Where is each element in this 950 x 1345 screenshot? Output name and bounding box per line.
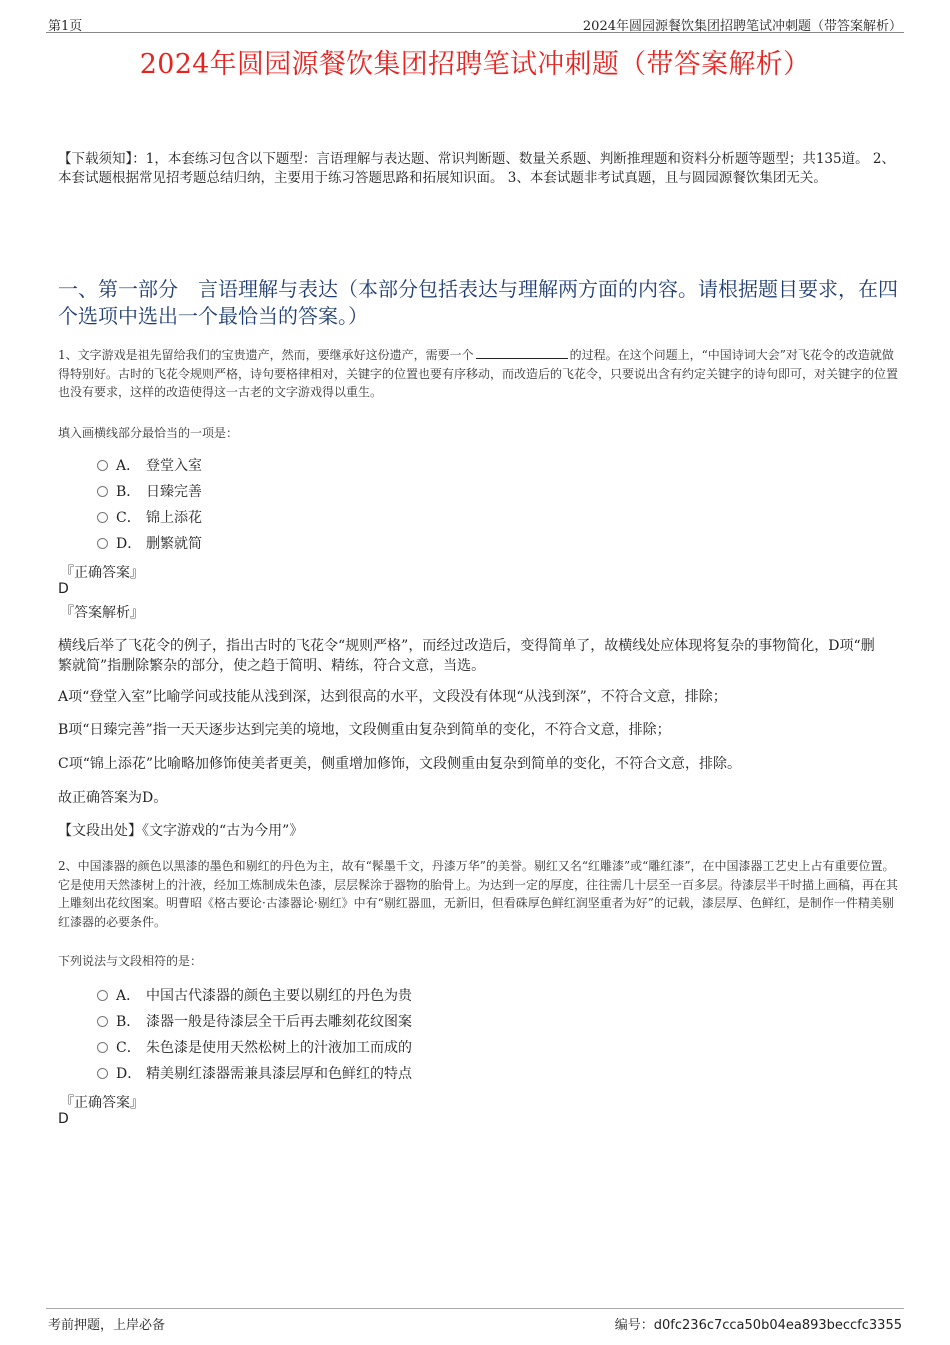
option-text: 登堂入室 <box>146 458 202 474</box>
radio-icon[interactable] <box>97 538 108 549</box>
footer-divider <box>46 1308 904 1309</box>
option-letter: A． <box>116 988 141 1004</box>
radio-icon[interactable] <box>97 1068 108 1079</box>
fill-in-blank <box>476 347 568 359</box>
option-letter: D． <box>116 536 142 552</box>
question-1-text-before: 1、文字游戏是祖先留给我们的宝贵遗产，然而，要继承好这份遗产，需要一个 <box>58 348 474 362</box>
option-text: 精美剔红漆器需兼具漆层厚和色鲜红的特点 <box>146 1066 412 1082</box>
question-1-text <box>58 346 898 402</box>
question-1-option-d[interactable] <box>97 533 202 555</box>
analysis-paragraph: C项“锦上添花”比喻略加修饰使美者更美，侧重增加修饰，文段侧重由复杂到简单的变化，不符合文意，排除。 <box>58 756 742 772</box>
question-2-option-d[interactable] <box>97 1063 412 1085</box>
question-2-option-a[interactable] <box>97 985 412 1007</box>
question-1-option-c[interactable] <box>97 507 202 529</box>
correct-answer: D <box>58 1111 69 1127</box>
analysis-conclusion: 故正确答案为D。 <box>58 790 168 806</box>
section-title: 一、第一部分 言语理解与表达（本部分包括表达与理解两方面的内容。请根据题目要求，在四个选项中选出一个最恰当的答案。） <box>58 277 898 328</box>
radio-icon[interactable] <box>97 486 108 497</box>
header-title: 2024年圆园源餐饮集团招聘笔试冲刺题（带答案解析） <box>582 19 902 34</box>
radio-icon[interactable] <box>97 460 108 471</box>
correct-answer-label: 『正确答案』 <box>60 1095 144 1111</box>
analysis-paragraph: 横线后举了飞花令的例子，指出古时的飞花令“规则严格”，而经过改造后，变得简单了，故横线处应体现将复杂的事物简化，D项“删繁就简”指删除繁杂的部分，使之趋于简明、精练，符合文意，当选。 <box>58 638 875 674</box>
correct-answer-label: 『正确答案』 <box>60 565 144 581</box>
question-1-text-after: 的过程。在这个问题上，“中国诗词大会”对飞花令的改造就做得特别好。古时的飞花令规则严格，诗句要格律相对，关键字的位置也要有序移动，而改造后的飞花令，只要说出含有约定关键字的诗句即可，对关键字的位置也没有要求，这样的改造使得这一古老的文字游戏得以重生。 <box>58 348 899 399</box>
option-text: 删繁就简 <box>146 536 202 552</box>
question-1-option-b[interactable] <box>97 481 202 503</box>
source-citation: 【文段出处】《文字游戏的“古为今用”》 <box>58 823 304 839</box>
code-label: 编号： <box>614 1318 654 1333</box>
download-notice: 【下载须知】：1，本套练习包含以下题型：言语理解与表达题、常识判断题、数量关系题、判断推理题和资料分析题等题型；共135道。 2、本套试题根据常见招考题总结归纳，主要用于练习答题思路和拓展知识面。 3、本套试题非考试真题，且与圆园源餐饮集团无关。 <box>58 151 895 186</box>
option-text: 锦上添花 <box>146 510 202 526</box>
option-text: 朱色漆是使用天然松树上的汁液加工而成的 <box>146 1040 412 1056</box>
footer-slogan: 考前押题，上岸必备 <box>48 1318 166 1333</box>
option-letter: C． <box>116 510 141 526</box>
code-value: d0fc236c7cca50b04ea893beccfc3355 <box>653 1318 902 1333</box>
question-2-option-b[interactable] <box>97 1011 412 1033</box>
question-2-text: 2、中国漆器的颜色以黑漆的墨色和剔红的丹色为主，故有“髹墨千文，丹漆万华”的美誉。剔红又名“红雕漆”或“雕红漆”，在中国漆器工艺史上占有重要位置。它是使用天然漆树上的汁液，经加工炼制成朱色漆，层层髹涂于器物的胎骨上。为达到一定的厚度，往往需几十层至一百多层。待漆层半干时描上画稿，再在其上雕刻出花纹图案。明曹昭《格古要论·古漆器论·剔红》中有“剔红器皿，无新旧，但看硃厚色鲜红润坚重者为好”的记载，漆层厚、色鲜红，是制作一件精美剔红漆器的必要条件。 <box>58 859 899 929</box>
option-letter: B． <box>116 1014 141 1030</box>
radio-icon[interactable] <box>97 512 108 523</box>
option-letter: B． <box>116 484 141 500</box>
header-divider <box>46 32 904 33</box>
analysis-label: 『答案解析』 <box>60 605 144 621</box>
option-letter: A． <box>116 458 141 474</box>
radio-icon[interactable] <box>97 990 108 1001</box>
question-2-prompt: 下列说法与文段相符的是： <box>58 954 203 968</box>
option-text: 漆器一般是待漆层全干后再去雕刻花纹图案 <box>146 1014 412 1030</box>
option-letter: C． <box>116 1040 141 1056</box>
question-1-prompt: 填入画横线部分最恰当的一项是： <box>58 426 239 440</box>
correct-answer: D <box>58 581 69 597</box>
document-code <box>615 1314 902 1333</box>
analysis-paragraph: B项“日臻完善”指一天天逐步达到完美的境地，文段侧重由复杂到简单的变化，不符合文意，排除； <box>58 722 671 738</box>
document-title: 2024年圆园源餐饮集团招聘笔试冲刺题（带答案解析） <box>139 49 811 80</box>
analysis-paragraph: A项“登堂入室”比喻学问或技能从浅到深，达到很高的水平，文段没有体现“从浅到深”，不符合文意，排除； <box>58 689 727 705</box>
question-2-option-c[interactable] <box>97 1037 412 1059</box>
option-text: 中国古代漆器的颜色主要以剔红的丹色为贵 <box>146 988 412 1004</box>
radio-icon[interactable] <box>97 1016 108 1027</box>
option-text: 日臻完善 <box>146 484 202 500</box>
question-1-option-a[interactable] <box>97 455 202 477</box>
page-number: 第1页 <box>48 19 83 34</box>
option-letter: D． <box>116 1066 142 1082</box>
radio-icon[interactable] <box>97 1042 108 1053</box>
